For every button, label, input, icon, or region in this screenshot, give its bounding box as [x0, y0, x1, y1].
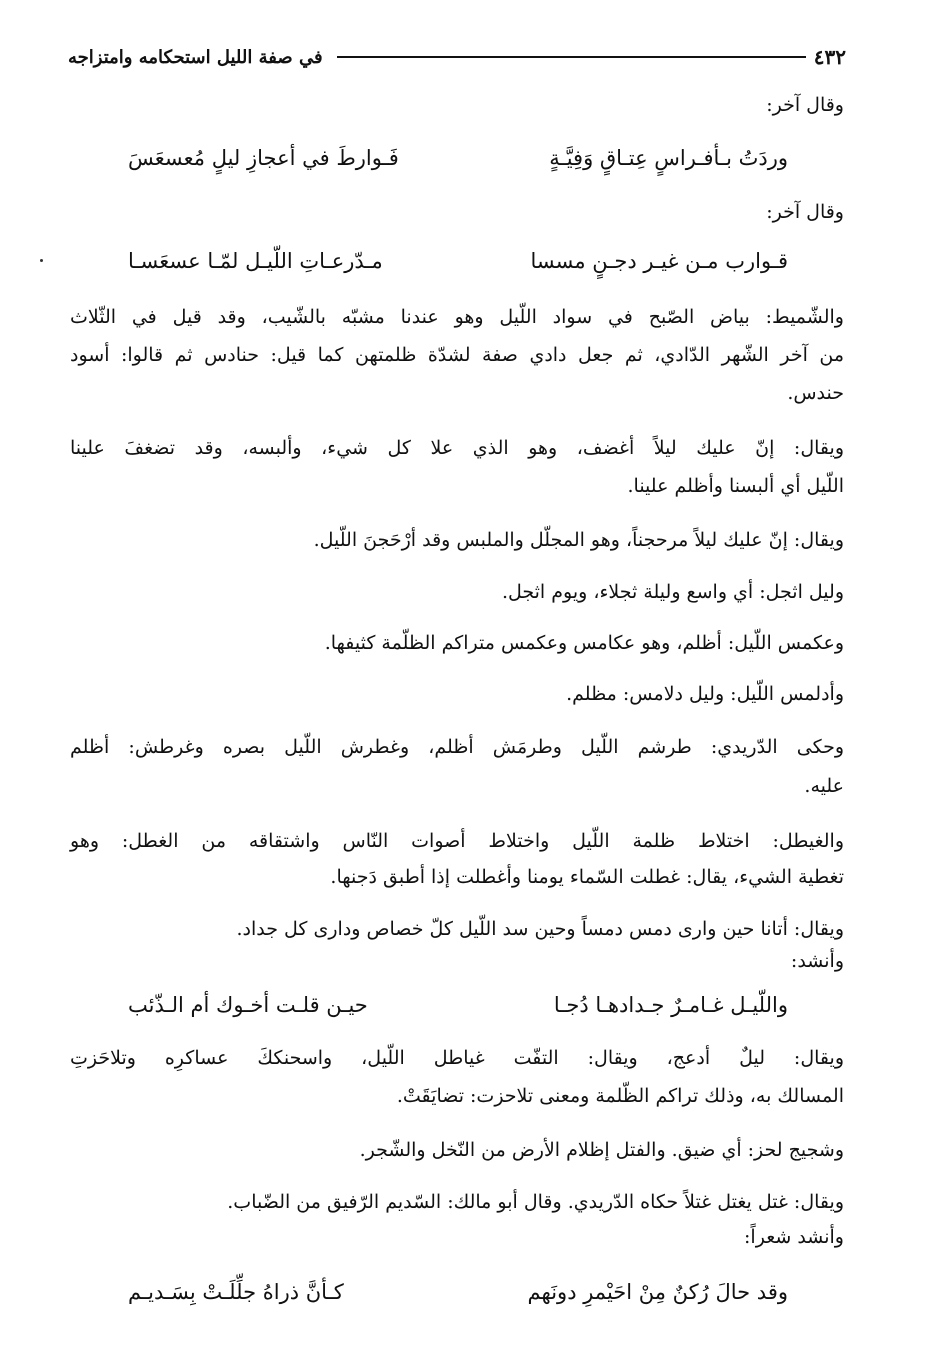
verse-hemistich-second: حيـن قلـت أخـوك أم الـذّئب: [128, 993, 368, 1017]
verse-hemistich-second: كـأنَّ ذراهُ جلِّلَـتْ بِسَـديـم: [128, 1280, 344, 1304]
text-line: وشجيج لحز: أي ضيق. والفتل إظلام الأرض من النّخل والشّجر.: [359, 1139, 844, 1161]
text-line: وحكى الدّريدي: طرشم اللّيل وطرمَش أظلم، وغطرش اللّيل بصره وغرطش: أظلم: [70, 736, 844, 758]
text-line: حندس.: [787, 382, 844, 404]
text-line: ويقال: أتانا حين وارى دمس دمساً وحين سد اللّيل كلّ خصاص ودارى كل جداد.: [236, 918, 844, 940]
text-line: اللّيل أي ألبسنا وأظلم علينا.: [627, 475, 844, 497]
text-line: وأنشد شعراً:: [744, 1226, 844, 1248]
page-number: ٤٣٢: [813, 45, 846, 69]
text-line: وليل اثجل: أي واسع وليلة ثجلاء، ويوم اثجل.: [501, 581, 844, 603]
text-line: وأدلمس اللّيل: وليل دلامس: مظلم.: [566, 683, 844, 705]
verse-hemistich-second: فَـوارطَ في أعجازِ ليلٍ مُعسعَسَ: [128, 146, 399, 170]
text-line: وأنشد:: [790, 950, 844, 972]
stray-mark: [40, 259, 43, 262]
verse-line: [128, 987, 788, 1023]
verse-hemistich-first: قـوارب مـن غيـر دجـنٍ مسسا: [530, 249, 788, 273]
text-line: وعكمس اللّيل: أظلم، وهو عكامس وعكمس متراكم الظلّمة كثيفها.: [324, 632, 844, 654]
text-line: وقال آخر:: [766, 201, 844, 223]
running-title: في صفة الليل استحكامه وامتزاجه: [68, 46, 323, 68]
text-line: تغطية الشيء، يقال: غطلت السّماء يومنا وأغطلت إذا أطبق دَجنها.: [330, 866, 844, 888]
running-header: [68, 40, 846, 74]
text-line: المسالك به، وذلك تراكم الظّلمة ومعنى تلاحزت: تضايَقَتْ.: [396, 1085, 844, 1107]
text-line: والشّميط: بياض الصّبح في سواد اللّيل وهو عندنا مشبّه بالشّيب، وقد قيل في الثّلاث: [70, 306, 844, 328]
text-line: وقال آخر:: [766, 94, 844, 116]
verse-line: [128, 243, 788, 279]
header-rule: [337, 56, 806, 58]
text-line: ويقال: ليلٌ أدعج، ويقال: التفّت غياطل اللّيل، واسحنككَ عساكرِه وتلاحَزتِ: [70, 1047, 844, 1069]
text-line: من آخر الشّهر الدّادي، ثم جعل دادي صفة لشدّة ظلمتهن كما قيل: حنادس ثم قالوا: أسود: [70, 344, 844, 366]
verse-hemistich-first: واللّيـل غـامـرٌ جـدادهـا دُجـا: [553, 993, 788, 1017]
verse-hemistich-second: مـدّرعـاتِ اللّيـل لمّـا عسعَسـا: [128, 249, 383, 273]
verse-line: [128, 140, 788, 176]
text-line: ويقال: إنّ عليك ليلاً مرحجناً، وهو المجلّل والملبس وقد أرْحَجنَ اللّيل.: [313, 529, 844, 551]
text-line: ويقال: إنّ عليك ليلاً أغضف، وهو الذي علا كل شيء، وألبسه، وقد تضغفَ علينا: [70, 437, 844, 459]
verse-line: [128, 1274, 788, 1310]
text-line: والغيطل: اختلاط ظلمة اللّيل واختلاط أصوات النّاس واشتقاقه من الغطل: وهو: [70, 830, 844, 852]
verse-hemistich-first: وردَتُ بـأفـراسٍ عِتـاقٍ وَفِيَّـةٍ: [549, 146, 788, 170]
verse-hemistich-first: وقد حالَ رُكنٌ مِنْ احَيْمرِ دونَهم: [527, 1280, 788, 1304]
text-line: عليه.: [804, 775, 844, 797]
text-line: ويقال: غتل يغتل غتلاً حكاه الدّريدي. وقال أبو مالك: السّديم الرّفيق من الضّباب.: [227, 1191, 844, 1213]
